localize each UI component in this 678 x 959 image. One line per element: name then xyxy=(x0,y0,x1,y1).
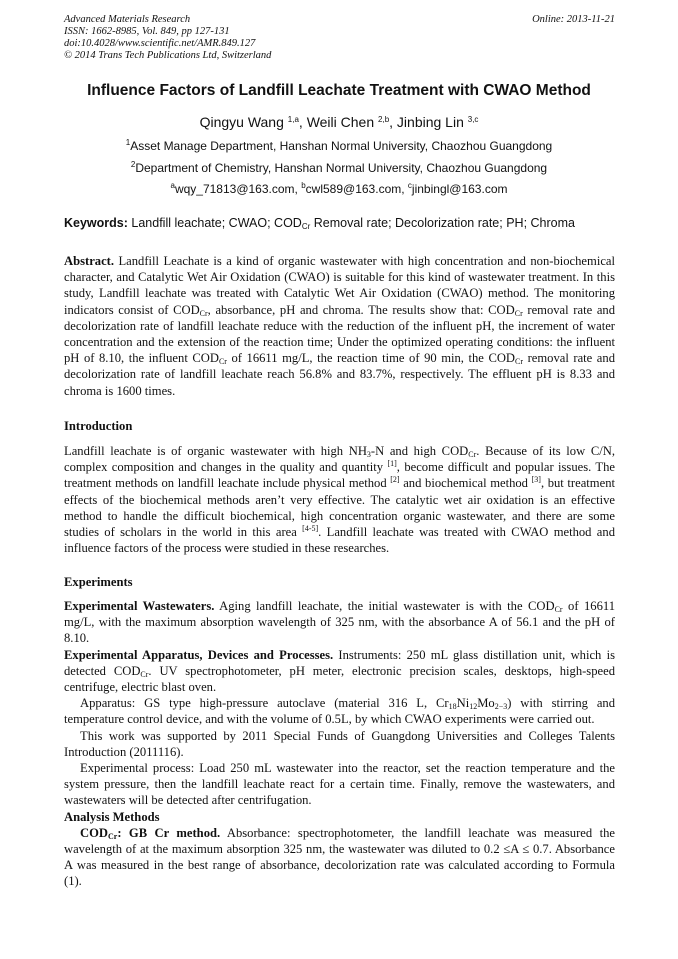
exp-text: Apparatus: GS type high-pressure autoclave (material 316 L, Cr xyxy=(80,696,449,711)
author-name: Weili Chen xyxy=(306,114,375,130)
experiments-body xyxy=(64,598,615,890)
email: jinbingl@163.com xyxy=(411,182,508,196)
exp-text: Instruments: 250 mL glass distillation unit, which is detected COD xyxy=(64,647,615,678)
section-heading-introduction: Introduction xyxy=(64,419,133,433)
author-sup: 2,b xyxy=(378,115,390,124)
author-name: Qingyu Wang xyxy=(199,114,284,130)
subscript: 2−3 xyxy=(494,702,508,712)
intro-text: . Landfill leachate was treated with CWAO method and influence factors of the process were studied in these researches. xyxy=(64,525,615,556)
subscript: Cr xyxy=(554,605,563,614)
journal-header xyxy=(64,14,615,62)
exp-text: ) with stirring and temperature control device, and with the volume of 0.5L, by which CWAO experiments were carried out. xyxy=(64,696,616,727)
funding-note: This work was supported by 2011 Special Funds of Guangdong Universities and Colleges Talents Introduction (2011116). xyxy=(64,728,615,759)
exp-text: . UV spectrophotometer, pH meter, electronic precision scales, desktops, high-speed centrifuge, electric blast oven. xyxy=(64,663,615,695)
email-line xyxy=(0,182,678,196)
abstract-label: Abstract. xyxy=(64,254,115,268)
keywords-label: Keywords: xyxy=(64,216,128,230)
citation: [3] xyxy=(531,475,541,485)
keywords xyxy=(64,216,624,230)
aff-text: Department of Chemistry, Hanshan Normal University, Chaozhou Guangdong xyxy=(135,161,548,175)
abstract-text: of 16611 mg/L, the reaction time of 90 min, the COD xyxy=(226,351,516,366)
exp-text: Ni xyxy=(456,696,470,711)
abstract-text: , absorbance, pH and chroma. The results show that: COD xyxy=(207,302,515,317)
journal-name: Advanced Materials Research xyxy=(64,14,191,25)
citation: [1] xyxy=(387,459,397,469)
section-heading-experiments: Experiments xyxy=(64,575,133,589)
email: wqy_71813@163.com, xyxy=(174,182,298,196)
doi: doi:10.4028/www.scientific.net/AMR.849.127 xyxy=(64,38,256,49)
aff-text: Asset Manage Department, Hanshan Normal University, Chaozhou Guangdong xyxy=(130,139,553,153)
email-sup: a xyxy=(170,181,175,190)
keywords-text: Landfill leachate; CWAO; COD xyxy=(131,216,302,230)
subscript: 12 xyxy=(469,702,478,712)
citation: [2] xyxy=(390,475,400,485)
process-text: Experimental process: Load 250 mL wastewater into the reactor, set the reaction temperature and the system pressure, then the landfill leachate react for a certain time. Finally, remove the wastewaters, and wastewaters will be detected after centrifugation. xyxy=(64,761,615,808)
subscript: Cr xyxy=(301,222,311,231)
copyright: © 2014 Trans Tech Publications Ltd, Switzerland xyxy=(64,50,272,61)
subscript: Cr xyxy=(108,831,118,841)
exp-text: Mo xyxy=(477,696,495,711)
aff-sup: 1 xyxy=(125,138,131,147)
introduction-body xyxy=(64,443,615,556)
subscript: Cr xyxy=(199,308,208,318)
keywords-text: Removal rate; Decolorization rate; PH; Chroma xyxy=(310,216,575,230)
analysis-label: COD xyxy=(80,825,108,840)
intro-text: Landfill leachate is of organic wastewater with high NH xyxy=(64,444,367,458)
paper-title: Influence Factors of Landfill Leachate Treatment with CWAO Method xyxy=(87,82,591,99)
intro-text: . Because of its low C/N, complex composition and changes in the quality and quantity xyxy=(64,444,615,475)
subsection-heading-analysis: Analysis Methods xyxy=(64,809,160,824)
author-sup: 3,c xyxy=(467,115,479,124)
analysis-label: : GB Cr method. xyxy=(117,825,221,840)
author-sup: 1,a xyxy=(287,115,299,124)
exp-text: Aging landfill leachate, the initial wastewater is with the COD xyxy=(214,599,555,613)
email: cwl589@163.com, xyxy=(305,182,405,196)
aff-sup: 2 xyxy=(130,160,136,169)
abstract-text: Landfill Leachate is a kind of organic wastewater with high concentration and non-biochemical character, and Catalytic Wet Air Oxidation (CWAO) is suitable for this kind of wastewater treatment. In this study, Landfill leachate was treated with Catalytic Wet Air Oxidation (CWAO) method. The monitoring indicators consist of COD xyxy=(64,254,615,317)
subscript: 18 xyxy=(448,702,457,712)
email-sup: c xyxy=(407,181,412,190)
subscript: Cr xyxy=(515,357,524,367)
citation: [4-5] xyxy=(302,524,319,534)
intro-text: -N and high COD xyxy=(370,444,469,458)
affiliation-2 xyxy=(0,161,678,175)
intro-text: , but treatment effects of the biochemical methods aren’t very effective. The catalytic wet air oxidation is an effective method to handle the difficult biochemical, high concentration organic wastewater, and there are some studies of scholars in the world in this area xyxy=(64,476,615,540)
subscript: Cr xyxy=(468,450,477,459)
subscript: Cr xyxy=(514,308,523,318)
abstract-text: removal rate and decolorization rate of landfill leachate reach 56.8% and 83.7%, respectively. The effluent pH is 8.33 and chroma is 1600 times. xyxy=(64,351,615,398)
subsection-label: Experimental Wastewaters. xyxy=(64,599,215,613)
affiliation-1 xyxy=(0,139,678,153)
subsection-label: Experimental Apparatus, Devices and Processes. xyxy=(64,647,334,662)
exp-text: of 16611 mg/L, with the maximum absorption wavelength of 325 nm, with the absorbance A of 56.1 and the pH of 8.10. xyxy=(64,599,615,646)
intro-text: and biochemical method xyxy=(399,476,532,491)
abstract-text: removal rate and decolorization rate of landfill leachate reduce with the reduction of the influent pH, the increment of water concentration and the extension of the reaction time; Under the optimized operating conditions: the influent pH of 8.10, the influent COD xyxy=(64,302,615,366)
subscript: Cr xyxy=(218,357,227,367)
online-date: Online: 2013-11-21 xyxy=(532,14,615,25)
email-sup: b xyxy=(301,181,306,190)
subscript: 3 xyxy=(366,450,371,459)
author-list: Qingyu Wang $^{1,a}$, Weili Chen $^{2,b}$, Jinbing Lin $^{3,c}$ xyxy=(199,114,479,130)
issn: ISSN: 1662-8985, Vol. 849, pp 127-131 xyxy=(64,26,230,37)
abstract xyxy=(64,253,615,399)
analysis-text: Absorbance: spectrophotometer, the landfill leachate was measured the wavelength of at the maximum absorption 325 nm, the wastewater was diluted to 0.2 ≤A ≤ 0.7. Absorbance A was measured in the best range of absorbance, decolorization rate was calculated according to Formula (1). xyxy=(64,825,615,889)
intro-text: , become difficult and popular issues. The treatment methods on landfill leachate include physical method xyxy=(64,460,615,491)
subscript: Cr xyxy=(140,669,149,679)
author-name: Jinbing Lin xyxy=(396,114,464,130)
